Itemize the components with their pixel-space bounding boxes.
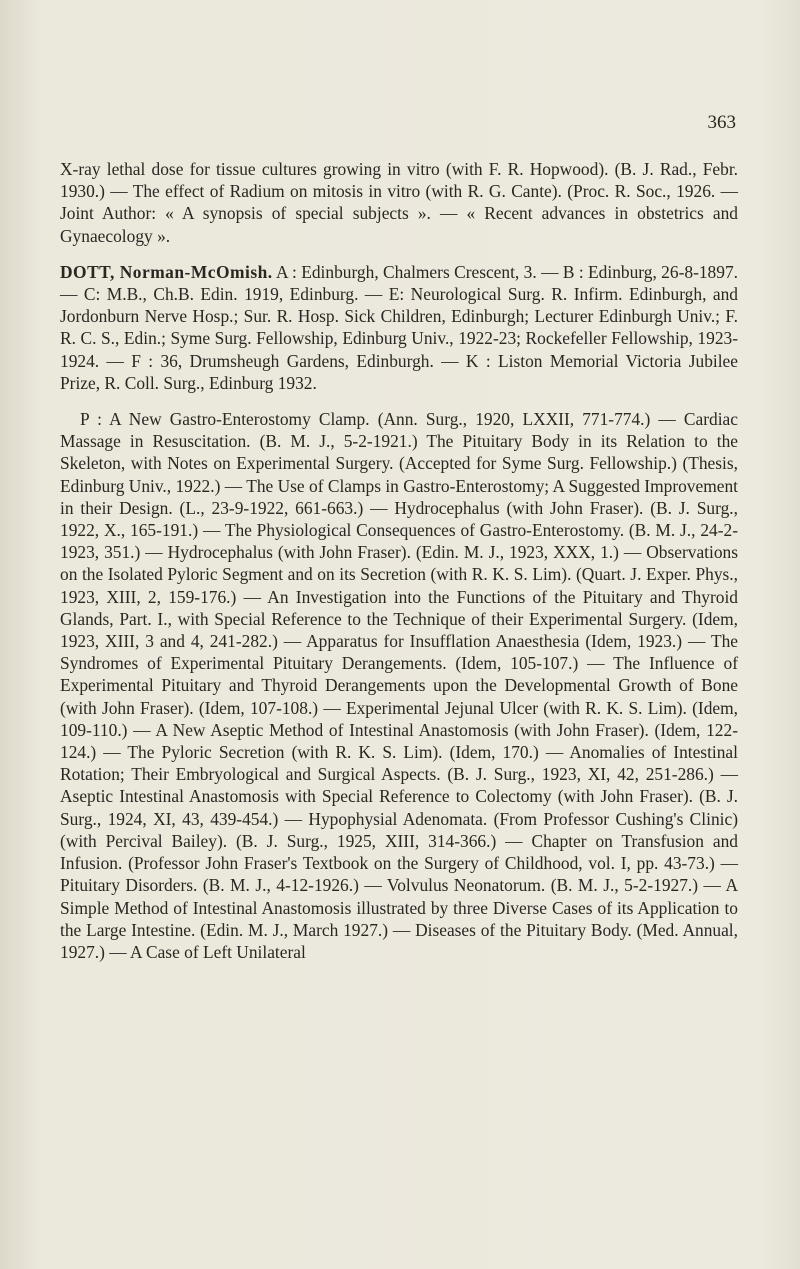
entry-publications: P : A New Gastro-Enterostomy Clamp. (Ann. Surg., 1920, LXXII, 771-774.) — Cardiac Massage in Resuscitation. (B. M. J., 5-2-1921.) The Pituitary Body in its Relation to the Skeleton, with Notes on Experimental Surgery. (Accepted for Syme Surg. Fellowship.) (Thesis, Edinburg Univ., 1922.) — The Use of Clamps in Gastro-Enterostomy; A Suggested Improvement in their Design. (L., 23-9-1922, 661-663.) — Hydrocephalus (with John Fraser). (B. J. Surg., 1922, X., 165-191.) — The Physiological Consequences of Gastro-Enterostomy. (B. M. J., 24-2-1923, 351.) — Hydrocephalus (with John Fraser). (Edin. M. J., 1923, XXX, 1.) — Observations on the Isolated Pyloric Segment and on its Secretion (with R. K. S. Lim). (Quart. J. Exper. Phys., 1923, XIII, 2, 159-176.) — An Investigation into the Functions of the Pituitary and Thyroid Glands, Part. I., with Special Reference to the Technique of their Experimental Surgery. (Idem, 1923, XIII, 3 and 4, 241-282.) — Apparatus for Insufflation Anaesthesia (Idem, 1923.) — The Syndromes of Experimental Pituitary Derangements. (Idem, 105-107.) — The Influence of Experimental Pituitary and Thyroid Derangements upon the Developmental Growth of Bone (with John Fraser). (Idem, 107-108.) — Experimental Jejunal Ulcer (with R. K. S. Lim). (Idem, 109-110.) — A New Aseptic Method of Intestinal Anastomosis (with John Fraser). (Idem, 122-124.) — The Pyloric Secretion (with R. K. S. Lim). (Idem, 170.) — Anomalies of Intestinal Rotation; Their Embryological and Surgical Aspects. (B. J. Surg., 1923, XI, 42, 251-286.) — Aseptic Intestinal Anastomosis with Special Reference to Colectomy (with John Fraser). (B. J. Surg., 1924, XI, 43, 439-454.) — Hypophysial Adenomata. (From Professor Cushing's Clinic) (with Percival Bailey). (B. J. Surg., 1925, XIII, 314-366.) — Chapter on Transfusion and Infusion. (Professor John Fraser's Textbook on the Surgery of Childhood, vol. I, pp. 43-73.) — Pituitary Disorders. (B. M. J., 4-12-1926.) — Volvulus Neonatorum. (B. M. J., 5-2-1927.) — A Simple Method of Intestinal Anastomosis illustrated by three Diverse Cases of its Application to the Large Intestine. (Edin. M. J., March 1927.) — Diseases of the Pituitary Body. (Med. Annual, 1927.) — A Case of Left Unilateral — [60, 409, 738, 962]
entry-name: DOTT, Norman-McOmish. — [60, 261, 273, 282]
page-number: 363 — [707, 112, 736, 133]
intro-paragraph: X-ray lethal dose for tissue cultures growing in vitro (with F. R. Hopwood). (B. J. Rad., Febr. 1930.) — The effect of Radium on mitosis in vitro (with R. G. Cante). (Proc. R. Soc., 1926. — Joint Author: « A synopsis of special subjects ». — « Recent advances in obstetrics and Gynaecology ». — [60, 159, 738, 246]
entry-bio-paragraph — [60, 261, 738, 394]
entry-bio: A : Edinburgh, Chalmers Crescent, 3. — B : Edinburg, 26-8-1897. — C: M.B., Ch.B. Edin. 1919, Edinburg. — E: Neurological Surg. R. Infirm. Edinburgh, and Jordonburn Nerve Hosp.; Sur. R. Hosp. Sick Children, Edinburgh; Lecturer Edinburgh Univ.; F. R. C. S., Edin.; Syme Surg. Fellowship, Edinburg Univ., 1922-23; Rockefeller Fellowship, 1923-1924. — F : 36, Drumsheugh Gardens, Edinburgh. — K : Liston Memorial Victoria Jubilee Prize, R. Coll. Surg., Edinburg 1932. — [60, 261, 738, 393]
page-body — [60, 158, 738, 963]
